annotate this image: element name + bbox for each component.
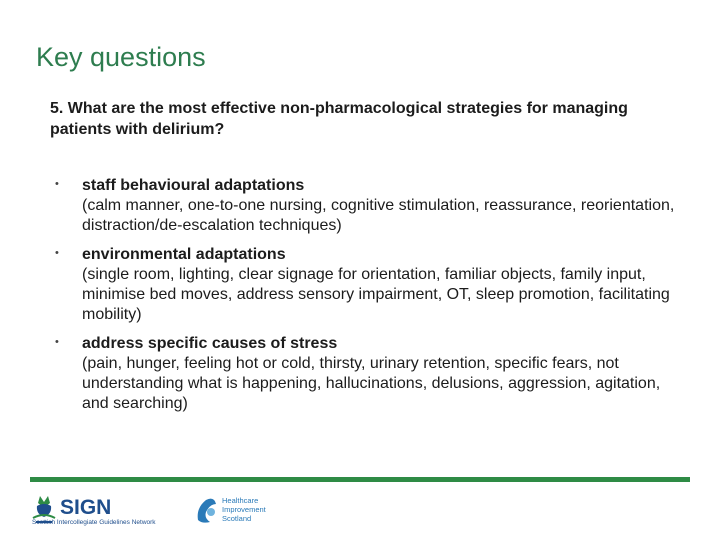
his-logo-line-2: Improvement <box>222 505 266 514</box>
question-text: 5. What are the most effective non-pharmacological strategies for managing patients with delirium? <box>50 100 628 138</box>
sign-logo-wordmark: SIGN <box>60 496 112 519</box>
list-item <box>55 176 680 236</box>
healthcare-improvement-icon <box>198 499 216 523</box>
bullet-marker: • <box>55 247 59 259</box>
bullet-marker: • <box>55 178 59 190</box>
bullet-detail: (pain, hunger, feeling hot or cold, thirsty, urinary retention, specific fears, not understanding what is happening, hallucinations, delusions, aggression, agitation, and searching) <box>82 355 661 412</box>
bullet-marker: • <box>55 336 59 348</box>
list-item <box>55 334 680 414</box>
bullet-heading: environmental adaptations <box>82 246 286 263</box>
bullet-list <box>55 176 680 423</box>
his-logo <box>194 494 284 526</box>
sign-logo <box>30 492 180 526</box>
his-logo-line-3: Scotland <box>222 514 252 523</box>
bullet-detail: (calm manner, one-to-one nursing, cognitive stimulation, reassurance, reorientation, distraction/de-escalation techniques) <box>82 197 675 234</box>
footer-divider <box>30 477 690 482</box>
his-logo-line-1: Healthcare <box>222 496 259 505</box>
list-item <box>55 245 680 325</box>
bullet-detail: (single room, lighting, clear signage for orientation, familiar objects, family input, minimise bed moves, address sensory impairment, OT, sleep promotion, facilitating mobility) <box>82 266 670 323</box>
bullet-heading: address specific causes of stress <box>82 335 338 352</box>
sign-logo-caption: Scottish Intercollegiate Guidelines Network <box>32 519 156 526</box>
slide-title: Key questions <box>36 42 206 72</box>
bullet-heading: staff behavioural adaptations <box>82 177 305 194</box>
